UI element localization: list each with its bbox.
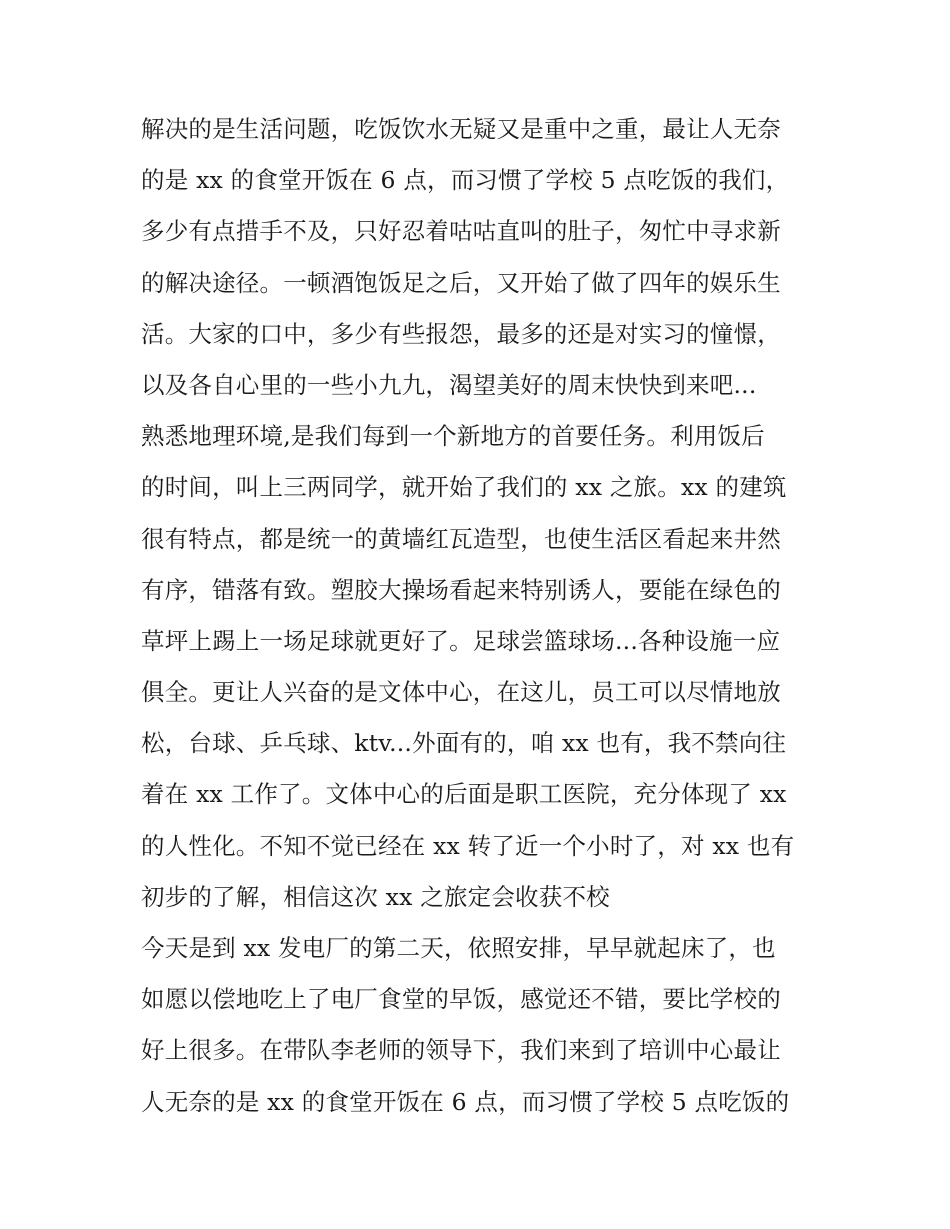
text-line: 如愿以偿地吃上了电厂食堂的早饭，感觉还不错，要比学校的 [141,985,781,1014]
text-line: 初步的了解，相信这次 xx 之旅定会收获不校 [141,882,610,911]
text-line: 以及各自心里的一些小九九，渴望美好的周末快快到来吧... [141,370,757,399]
text-line: 草坪上踢上一场足球就更好了。足球尝篮球场...各种设施一应 [141,626,781,655]
text-line: 的是 xx 的食堂开饭在 6 点，而习惯了学校 5 点吃饭的我们， [141,166,790,195]
text-line: 很有特点，都是统一的黄墙红瓦造型，也使生活区看起来井然 [141,524,781,553]
text-line: 着在 xx 工作了。文体中心的后面是职工医院，充分体现了 xx [141,780,787,809]
text-line: 多少有点措手不及，只好忍着咕咕直叫的肚子，匆忙中寻求新 [141,217,781,246]
text-line: 好上很多。在带队李老师的领导下，我们来到了培训中心最让 [141,1036,781,1065]
text-line: 今天是到 xx 发电厂的第二天，依照安排，早早就起床了，也 [141,934,776,962]
text-line: 松，台球、乒乓球、ktv...外面有的，咱 xx 也有，我不禁向往 [141,729,787,758]
text-line: 俱全。更让人兴奋的是文体中心，在这儿，员工可以尽情地放 [141,678,781,707]
text-line: 人无奈的是 xx 的食堂开饭在 6 点，而习惯了学校 5 点吃饭的 [141,1087,790,1116]
text-line: 的人性化。不知不觉已经在 xx 转了近一个小时了，对 xx 也有 [141,831,795,860]
text-line: 熟悉地理环境,是我们每到一个新地方的首要任务。利用饭后 [141,422,765,451]
text-line: 有序，错落有致。塑胶大操场看起来特别诱人，要能在绿色的 [141,575,781,604]
text-line: 的时间，叫上三两同学，就开始了我们的 xx 之旅。xx 的建筑 [141,473,787,502]
text-line: 的解决途径。一顿酒饱饭足之后，又开始了做了四年的娱乐生 [141,268,781,297]
body-text [141,104,831,1128]
text-line: 活。大家的口中，多少有些报怨，最多的还是对实习的憧憬， [141,319,781,348]
text-line: 解决的是生活问题，吃饭饮水无疑又是重中之重，最让人无奈 [141,115,781,143]
